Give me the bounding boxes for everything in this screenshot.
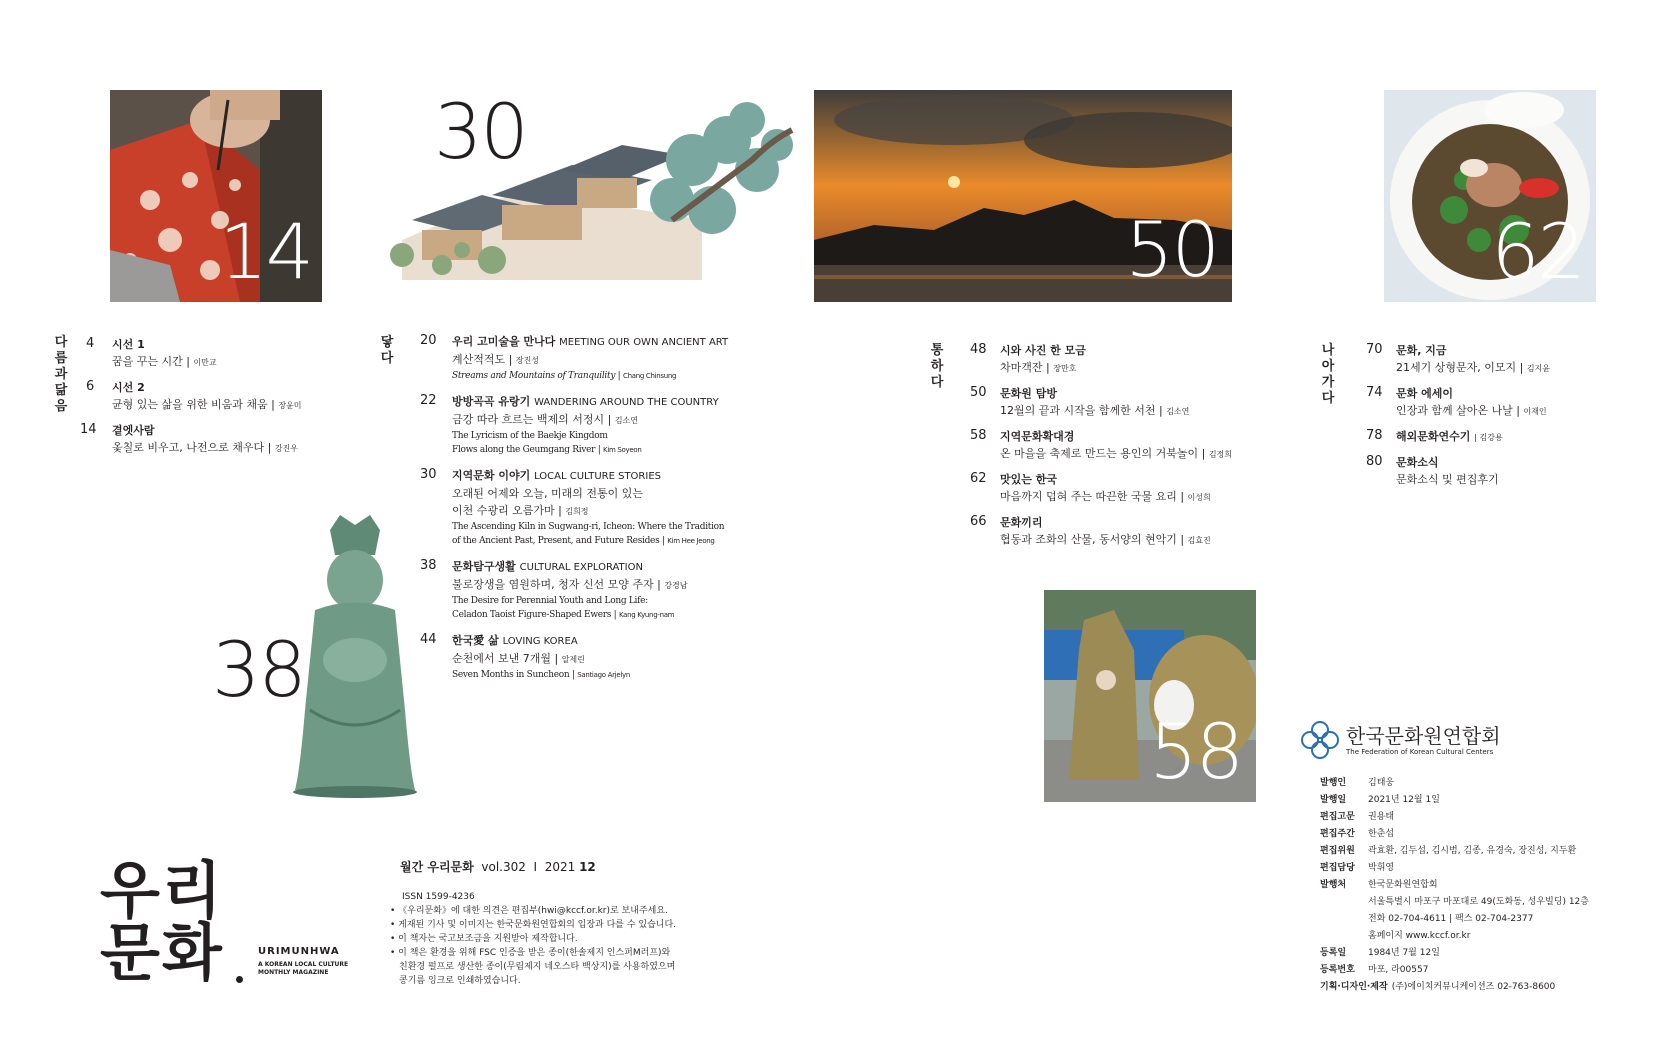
- section-label-2: 닿다: [380, 335, 394, 366]
- entry-english: of the Ancient Past, Present, and Future Resides | Kim Hee Jeong: [452, 536, 715, 546]
- illustration-hanok: [372, 87, 802, 300]
- toc-entry[interactable]: [420, 393, 800, 457]
- org-emblem-icon: [1300, 720, 1340, 760]
- page-number: 58: [970, 428, 987, 443]
- toc-entry[interactable]: [970, 514, 1290, 549]
- photo-soup: [1384, 90, 1596, 302]
- publisher-info: 발행인 김태웅 발행일 2021년 12월 1일 편집고문 권용태 편집주간 한춘섭 편집위원 곽효환, 김두섭, 김시범, 김종, 유경숙, 장진성, 지두환 편집담당 박휘영 발행처 한국문화원연합회 서울특별시 마포구 마포대로 49(도화동, 성우빌딩) 12층 전화 02-704-4611 | 팩스 02-704-2377 홈페이지 www.kccf.or.kr 등록일 1984년 7월 12일 등록번호 마포, 라00557 기획·디자인·제작 (주)에이치커뮤니케이션즈 02-763-8600: [1320, 778, 1589, 992]
- toc-entry[interactable]: [970, 342, 1290, 377]
- entry-title: 시선 1: [112, 338, 145, 351]
- page-number: 48: [970, 342, 987, 357]
- entry-title: 해외문화연수기 | 김강용: [1396, 430, 1503, 443]
- entry-subtitle: 문화소식 및 편집후기: [1396, 473, 1499, 486]
- entry-subtitle: 협동과 조화의 산물, 동서양의 현악기 | 김효진: [1000, 533, 1211, 546]
- toc-entry[interactable]: [420, 558, 800, 622]
- entry-english: The Ascending Kiln in Sugwang-ri, Icheon: Where the Tradition: [452, 522, 725, 532]
- page-number-14: 14: [219, 207, 312, 296]
- entry-subtitle: 순천에서 보낸 7개월 | 알제린: [452, 652, 585, 665]
- entry-subtitle: 균형 있는 삶을 위한 비움과 채움 | 장윤미: [112, 398, 302, 411]
- entry-subtitle: 옻칠로 비우고, 나전으로 채우다 | 강진우: [112, 441, 299, 454]
- entry-english: Flows along the Geumgang River | Kim Soyeon: [452, 445, 642, 455]
- page-number: 78: [1366, 428, 1383, 443]
- page-number: 38: [420, 558, 437, 573]
- celadon-illustration: [280, 510, 430, 800]
- notes: ISSN 1599-4236 • 《우리문화》에 대한 의견은 편집부(hwi@kccf.or.kr)로 보내주세요. • 게재된 기사 및 이미지는 한국문화원연합회의 입장과 다를 수 있습니다. • 이 책자는 국고보조금을 지원받아 제작합니다. • 이 책은 환경을 위해 FSC 인증을 받은 종이(한솔제지 인스퍼M러프)와 친환경 펄프로 생산한 종이(무림제지 네오스타 백상지)를 사용하였으며 콩기름 잉크로 인쇄하였습니다.: [390, 892, 677, 986]
- entry-subtitle: 온 마을을 축제로 만드는 용인의 거북놀이 | 김정희: [1000, 447, 1233, 460]
- toc-section-3: [970, 342, 1290, 557]
- entry-title: 시와 사진 한 모금: [1000, 344, 1086, 357]
- entry-title: 문화, 지금: [1396, 344, 1447, 357]
- org-name: 한국문화원연합회: [1346, 724, 1501, 748]
- entry-title: 맛있는 한국: [1000, 473, 1057, 486]
- toc-entry[interactable]: [80, 422, 346, 457]
- entry-subtitle: 21세기 상형문자, 이모지 | 김지윤: [1396, 361, 1551, 374]
- logo-subtitle: A KOREAN LOCAL CULTURE MONTHLY MAGAZINE: [258, 961, 349, 976]
- entry-english: The Desire for Perennial Youth and Long Life:: [452, 596, 648, 606]
- page-number-30: 30: [434, 87, 527, 176]
- page-number: 66: [970, 514, 987, 529]
- entry-subtitle: 인장과 함께 살아온 나날 | 이재인: [1396, 404, 1547, 417]
- entry-title: 문화소식: [1396, 456, 1439, 469]
- entry-subtitle: 꿈을 꾸는 시간 | 이만교: [112, 355, 217, 368]
- entry-english: Seven Months in Suncheon | Santiago Arjelyn: [452, 670, 630, 680]
- page-number: 74: [1366, 385, 1383, 400]
- toc-section-4: [1366, 342, 1646, 496]
- page-number: 4: [86, 336, 95, 351]
- toc-entry[interactable]: [1366, 342, 1646, 377]
- photo-celadon-ewer: [280, 510, 430, 800]
- page-number: 30: [420, 467, 437, 482]
- page-number-38: 38: [212, 625, 305, 714]
- magazine-info: 월간 우리문화 vol.302 I 2021 12: [400, 860, 596, 874]
- toc-entry[interactable]: [86, 379, 346, 414]
- toc-entry[interactable]: [1366, 385, 1646, 420]
- entry-subtitle: 이천 수광리 오름가마 | 김희정: [452, 504, 589, 517]
- page-number: 14: [80, 422, 97, 437]
- page-number-62: 62: [1491, 207, 1584, 296]
- toc-entry[interactable]: [970, 471, 1290, 506]
- entry-subtitle: 오래된 어제와 오늘, 미래의 전통이 있는: [452, 487, 643, 500]
- entry-title: 문화원 탐방: [1000, 387, 1057, 400]
- page-number: 62: [970, 471, 987, 486]
- toc-section-2: [420, 333, 800, 690]
- page-number: 20: [420, 333, 437, 348]
- org-english-name: The Federation of Korean Cultural Centers: [1346, 748, 1494, 756]
- page-number-58: 58: [1149, 707, 1242, 796]
- toc-entry[interactable]: [86, 336, 346, 371]
- magazine-logo: 우리 문화: [100, 854, 224, 989]
- page-number-50: 50: [1125, 205, 1218, 294]
- org-logo: [1300, 718, 1640, 764]
- entry-title: 문화끼리: [1000, 516, 1043, 529]
- page-number: 70: [1366, 342, 1383, 357]
- entry-subtitle: 계산적적도 | 장진성: [452, 353, 540, 366]
- entry-title: 방방곡곡 유랑기 WANDERING AROUND THE COUNTRY: [452, 395, 719, 408]
- page-number: 80: [1366, 454, 1383, 469]
- entry-english: Celadon Taoist Figure-Shaped Ewers | Kang Kyung-nam: [452, 610, 675, 620]
- entry-title: 우리 고미술을 만나다 MEETING OUR OWN ANCIENT ART: [452, 335, 729, 348]
- toc-entry[interactable]: [1366, 428, 1646, 446]
- photo-straw-festival: [1044, 590, 1256, 802]
- page-number: 6: [86, 379, 95, 394]
- logo-english: URIMUNHWA: [258, 946, 340, 957]
- section-label-3: 통하다: [930, 343, 944, 390]
- toc-section-1: [80, 336, 346, 465]
- toc-entry[interactable]: [970, 428, 1290, 463]
- toc-entry[interactable]: [420, 467, 800, 548]
- toc-entry[interactable]: [420, 333, 800, 383]
- page-number: 44: [420, 632, 437, 647]
- entry-english: Streams and Mountains of Tranquility | Chang Chinsung: [452, 371, 677, 381]
- entry-subtitle: 마음까지 덥혀 주는 따끈한 국물 요리 | 이성희: [1000, 490, 1211, 503]
- entry-title: 지역문화확대경: [1000, 430, 1075, 443]
- entry-title: 한국愛 삶 LOVING KOREA: [452, 634, 578, 647]
- logo-dot: [236, 976, 243, 983]
- page-number: 50: [970, 385, 987, 400]
- entry-subtitle: 금강 따라 흐르는 백제의 서정시 | 김소연: [452, 413, 639, 426]
- entry-title: 문화탐구생활 CULTURAL EXPLORATION: [452, 560, 643, 573]
- section-label-4: 나아가다: [1321, 343, 1335, 406]
- toc-entry[interactable]: [970, 385, 1290, 420]
- photo-lacquer-box: [110, 90, 322, 302]
- entry-subtitle: 불로장생을 염원하며, 청자 신선 모양 주자 | 강경남: [452, 578, 688, 591]
- entry-subtitle: 차마객잔 | 장만호: [1000, 361, 1077, 374]
- page-number: 22: [420, 393, 437, 408]
- entry-title: 곁엣사람: [112, 424, 155, 437]
- entry-title: 지역문화 이야기 LOCAL CULTURE STORIES: [452, 469, 661, 482]
- toc-entry[interactable]: [420, 632, 800, 682]
- toc-entry[interactable]: [1366, 454, 1646, 488]
- entry-title: 문화 에세이: [1396, 387, 1453, 400]
- entry-subtitle: 12월의 끝과 시작을 함께한 서천 | 김소연: [1000, 404, 1190, 417]
- section-label-1: 다름과 닮음: [54, 335, 68, 414]
- entry-title: 시선 2: [112, 381, 145, 394]
- entry-english: The Lyricism of the Baekje Kingdom: [452, 431, 608, 441]
- photo-sunset: [814, 90, 1232, 302]
